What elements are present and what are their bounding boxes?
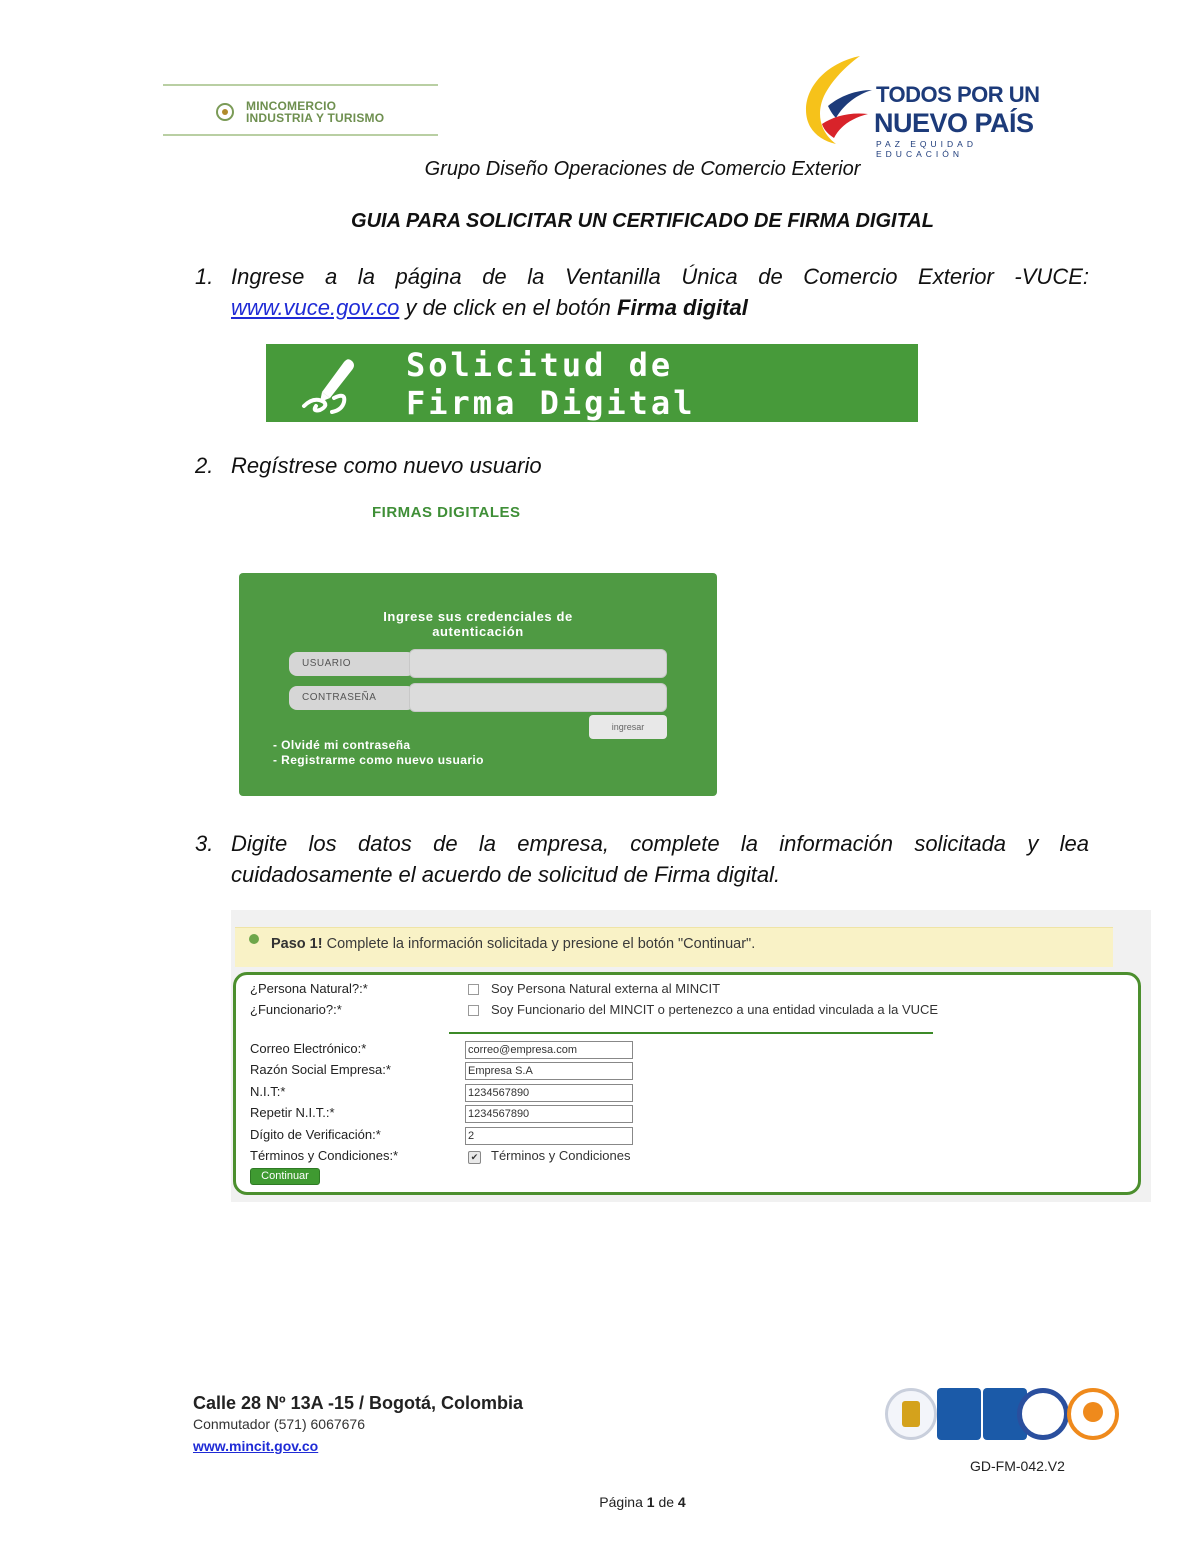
footer-website-link[interactable]: www.mincit.gov.co	[193, 1438, 319, 1454]
page-middle: de	[654, 1494, 678, 1510]
pen-signature-icon	[298, 352, 368, 416]
login-title-line1: Ingrese sus credenciales de	[383, 609, 573, 624]
document-title: GUIA PARA SOLICITAR UN CERTIFICADO DE FIRMA DIGITAL	[351, 210, 934, 232]
step-1-text: Ingrese a la página de la Ventanilla Única de Comercio Exterior -VUCE:	[231, 264, 1089, 289]
step-1-number: 1.	[195, 264, 214, 289]
funcionario-label: ¿Funcionario?:*	[250, 1002, 342, 1017]
password-input[interactable]	[409, 683, 667, 712]
continue-button[interactable]: Continuar	[250, 1168, 320, 1185]
iqnet-seal-icon	[1017, 1388, 1069, 1440]
terms-label: Términos y Condiciones:*	[250, 1148, 399, 1163]
mincomercio-name: MINCOMERCIO	[246, 99, 337, 113]
persona-natural-label: ¿Persona Natural?:*	[250, 981, 368, 996]
forgot-password-link[interactable]: - Olvidé mi contraseña	[273, 738, 411, 752]
page-prefix: Página	[599, 1494, 647, 1510]
funcionario-checkbox[interactable]	[468, 1005, 479, 1016]
banner-line2: Firma Digital	[406, 384, 696, 422]
step-1-bold: Firma digital	[617, 295, 748, 320]
login-panel	[239, 573, 717, 796]
step-1-text-middle: y de click en el botón	[399, 295, 618, 320]
mincomercio-subname: INDUSTRIA Y TURISMO	[246, 111, 385, 125]
username-label: USUARIO	[289, 652, 415, 676]
tpun-line2: NUEVO PAÍS	[874, 108, 1034, 138]
header-divider-bottom	[163, 134, 438, 136]
login-title-line2: autenticación	[432, 624, 524, 639]
group-title: Grupo Diseño Operaciones de Comercio Exterior	[424, 158, 861, 180]
page-current: 1	[646, 1494, 655, 1510]
email-label: Correo Electrónico:*	[250, 1041, 367, 1056]
quality-seal-icon	[885, 1388, 937, 1440]
firma-digital-banner-button[interactable]	[266, 344, 918, 422]
login-submit-button[interactable]: ingresar	[589, 715, 667, 739]
document-code: GD-FM-042.V2	[970, 1458, 1065, 1474]
firmas-digitales-title: FIRMAS DIGITALES	[372, 504, 521, 521]
verification-digit-field[interactable]: 2	[465, 1127, 633, 1145]
sgs-seal-icon	[1067, 1388, 1119, 1440]
email-field[interactable]: correo@empresa.com	[465, 1041, 633, 1059]
terms-option: Términos y Condiciones	[491, 1148, 631, 1163]
form-frame	[233, 972, 1141, 1195]
funcionario-option: Soy Funcionario del MINCIT o pertenezco a una entidad vinculada a la VUCE	[491, 1002, 939, 1017]
razon-social-field[interactable]: Empresa S.A	[465, 1062, 633, 1080]
terms-checkbox[interactable]: ✔	[468, 1151, 481, 1164]
razon-social-label: Razón Social Empresa:*	[250, 1062, 391, 1077]
alert-bold: Paso 1!	[271, 936, 323, 952]
nit-field[interactable]: 1234567890	[465, 1084, 633, 1102]
register-link[interactable]: - Registrarme como nuevo usuario	[273, 753, 484, 767]
login-title	[239, 609, 717, 639]
header-divider-top	[163, 84, 438, 86]
tpun-line1: TODOS POR UN	[876, 82, 1040, 107]
tricolor-swoosh-icon	[800, 52, 880, 152]
form-divider	[449, 1032, 933, 1034]
step-2-text: Regístrese como nuevo usuario	[231, 453, 542, 478]
verification-digit-label: Dígito de Verificación:*	[250, 1127, 381, 1142]
banner-line1: Solicitud de	[406, 346, 674, 384]
page-total: 4	[677, 1494, 686, 1510]
step-3-text: Digite los datos de la empresa, complete la información solicitada y lea cuidadosamente el acuerdo de solicitud de Firma digital.	[231, 831, 1089, 887]
persona-natural-option: Soy Persona Natural externa al MINCIT	[491, 981, 721, 996]
footer-address: Calle 28 Nº 13A -15 / Bogotá, Colombia	[193, 1393, 523, 1413]
vuce-link[interactable]: www.vuce.gov.co	[231, 295, 400, 320]
repeat-nit-label: Repetir N.I.T.:*	[250, 1105, 335, 1120]
icontec-seal-1-icon	[937, 1388, 981, 1440]
colombia-seal-icon	[216, 103, 234, 121]
password-label: CONTRASEÑA	[289, 686, 415, 710]
username-input[interactable]	[409, 649, 667, 678]
alert-text: Complete la información solicitada y presione el botón "Continuar".	[322, 936, 756, 952]
info-icon	[249, 934, 259, 944]
registration-form-screenshot	[231, 910, 1151, 1202]
repeat-nit-field[interactable]: 1234567890	[465, 1105, 633, 1123]
certification-seals	[885, 1388, 1115, 1446]
footer-phone: Conmutador (571) 6067676	[193, 1416, 366, 1432]
step-alert	[235, 927, 1113, 967]
mincomercio-logo	[163, 92, 438, 132]
persona-natural-checkbox[interactable]	[468, 984, 479, 995]
nit-label: N.I.T:*	[250, 1084, 286, 1099]
page-indicator	[0, 1494, 1200, 1510]
todos-por-un-nuevo-pais-logo	[800, 52, 1040, 159]
step-2-number: 2.	[195, 453, 214, 478]
tpun-tagline: PAZ EQUIDAD EDUCACIÓN	[876, 139, 977, 159]
step-3-number: 3.	[195, 831, 214, 856]
